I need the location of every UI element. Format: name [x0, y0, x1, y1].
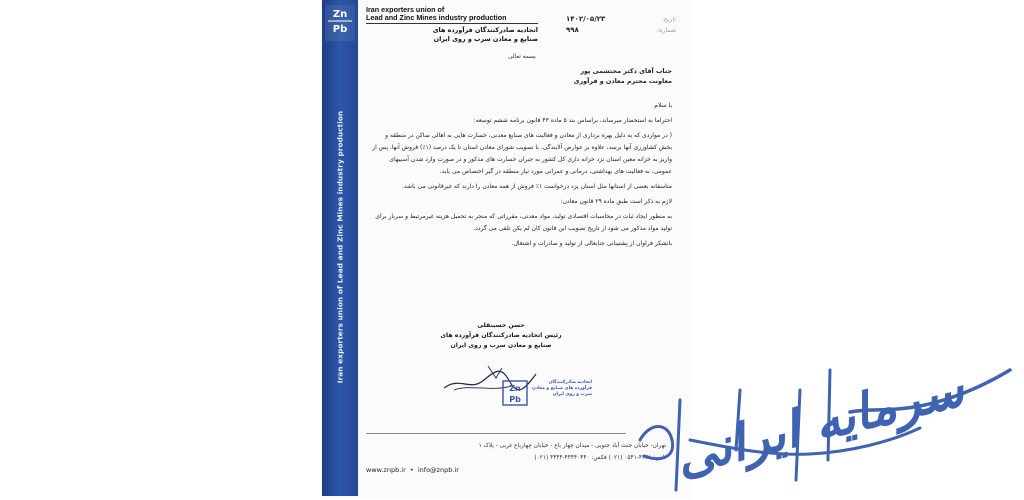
letterhead-sidebar — [322, 0, 358, 496]
letterhead-farsi-line1: اتحادیه صادرکنندگان فرآورده های — [432, 26, 538, 34]
svg-text:Zn: Zn — [509, 384, 521, 393]
znpb-logo-icon — [325, 5, 355, 41]
footer-email: info@znpb.ir — [417, 466, 459, 474]
stamp-text: اتحادیه صادرکنندگان فرآورده های صنایع و معادن سرب و روی ایران — [532, 380, 592, 397]
letter-meta — [566, 14, 676, 36]
signer-name: حسن حسینقلی — [477, 322, 525, 329]
number-value: ۹۹۸ — [566, 26, 579, 34]
letterhead-header — [366, 6, 566, 44]
footer-website: www.znpb.ir — [366, 466, 406, 474]
sarmaye-irani-watermark-logo — [620, 330, 1020, 500]
sidebar-vertical-text: Iran exporters union of Lead and Zinc Mines industry production — [335, 110, 345, 384]
letterhead-divider — [366, 23, 538, 24]
recipient-name: جناب آقای دکتر محتشمی پور — [580, 67, 672, 75]
letter-body — [372, 54, 672, 253]
footer-divider — [366, 433, 626, 434]
stamp-logo-icon — [502, 380, 528, 406]
company-stamp — [502, 380, 592, 406]
date-label: تاریخ: — [661, 16, 676, 23]
date-value: ۱۴۰۲/۰۵/۲۳ — [566, 15, 606, 23]
letterhead-english-line2: Lead and Zinc Mines industry production — [366, 13, 507, 22]
recipient-title: معاونت محترم معادن و فرآوری — [573, 77, 672, 85]
footer-contacts: www.znpb.ir • info@znpb.ir — [366, 466, 459, 474]
greeting: با سلام — [654, 102, 672, 109]
paragraph: به منظور ایجاد ثبات در محاسبات اقتصادی تولید، مواد معدنی، مقرراتی که منجر به تحمیل هزینه غیرمرتبط و سربار برای تولید مواد مذکور می شود از تاریخ تصویب این قانون کان لم یکن تلقی می گردد. — [375, 213, 672, 232]
number-row — [566, 25, 676, 36]
footer-address: تهران- خیابان جنت آباد جنوبی - میدان چهار باغ - خیابان چهارباغ غربی - پلاک ۱ — [478, 443, 666, 449]
letterhead-farsi-line2: صنایع و معادن سرب و روی ایران — [433, 35, 538, 43]
svg-text:Pb: Pb — [509, 395, 521, 404]
signer-title-line2: صنایع و معادن سرب و روی ایران — [450, 342, 552, 349]
paragraph: باتشکر فراوان از پشتیبانی جنابعالی از تولید و صادرات و اشتغال. — [511, 240, 672, 247]
signature-block — [426, 321, 576, 351]
signer-title-line1: رئیس اتحادیه صادرکنندگان فرآورده های — [440, 332, 562, 339]
svg-text:Pb: Pb — [332, 24, 348, 35]
letterhead-english-line1: Iran exporters union of — [366, 5, 445, 14]
watermark-text: سرمایه ایرانی — [669, 359, 970, 487]
paragraph: ( در مواردی که به دلیل بهره برداری از معادن و فعالیت های صنایع معدنی، خسارت هایی به اهالی ساکن در منطقه و بخش کشاورزی آنها برسد، علاوه بر عوارض آلایندگی، با تصویب شورای معادن استان تا یک درصد (۱٪) فروش آنها، پس از واریز به خزانه معین استان نزد خزانه داری کل کشور به جبران خسارت های مذکور و در صورت وارد شدن آسیبهای عمومی، به فعالیت های بهداشتی، درمانی و عمرانی مورد نیاز منطقه در گیر اختصاص می یابد. — [372, 132, 672, 175]
date-row — [566, 14, 676, 25]
paragraph: احتراما به استحضار میرساند، براساس بند ۵ ماده ۴۳ قانون برنامه ششم توسعه: — [473, 117, 672, 124]
number-label: شماره: — [657, 27, 676, 34]
svg-text:Zn: Zn — [332, 9, 348, 20]
salutation-top: بسمه تعالی — [508, 54, 536, 60]
paragraph: متاسفانه بعضی از استانها مثل استان یزد درخواست ۱٪ فروش از همه معادن را دارند که غیرقانونی می باشد. — [402, 183, 672, 190]
paragraph: لازم به ذکر است طبق ماده ۲۹ قانون معادن: — [560, 198, 672, 205]
footer-phone: تلفن: ۴۴۴۱-۰۵۴۱ (۰۲۱) فکس: ۴۴۴۴۰۴۴۰-۴۴۴۴ (۰۲۱) — [534, 455, 666, 461]
